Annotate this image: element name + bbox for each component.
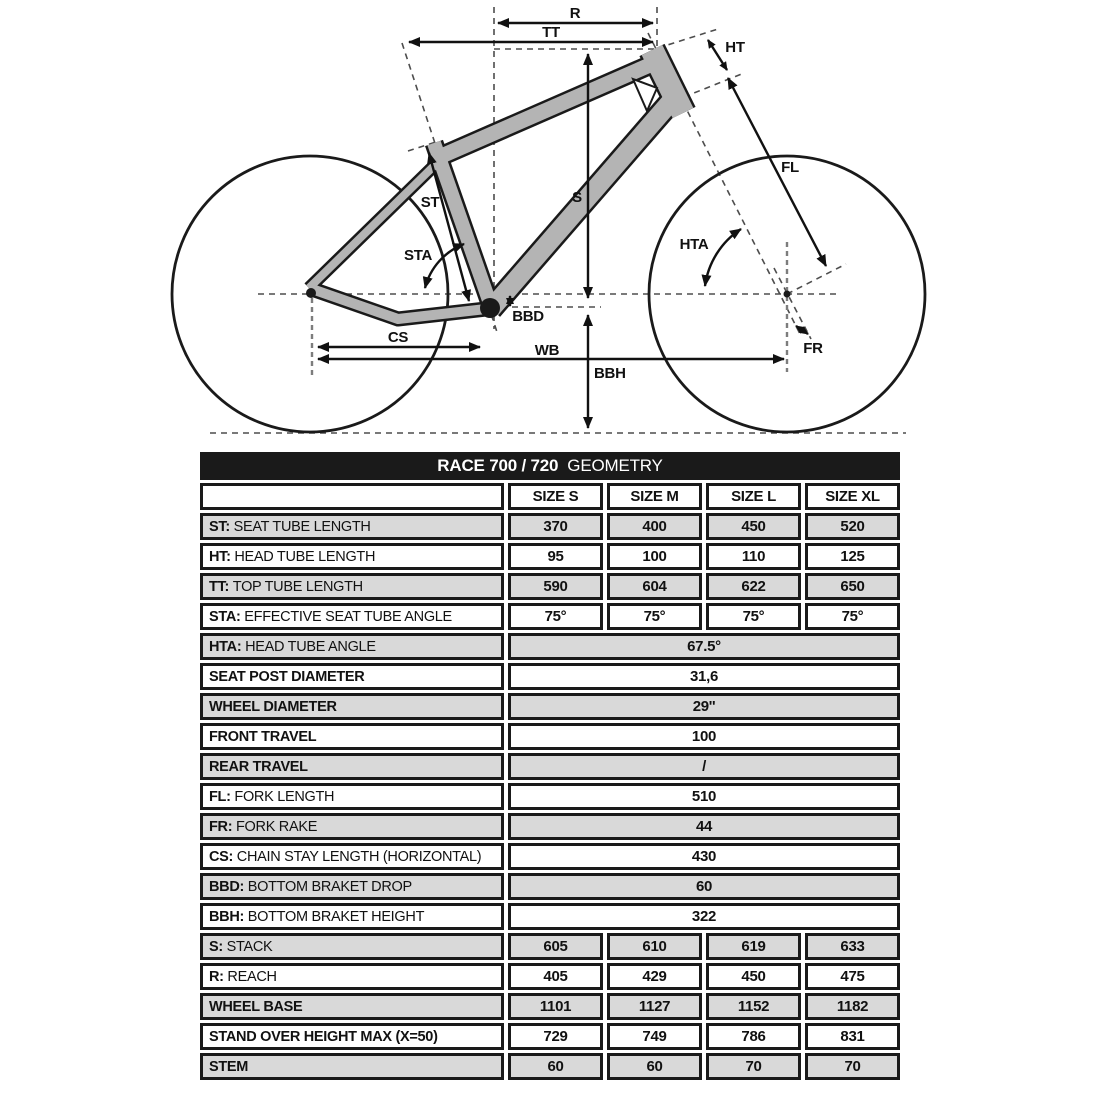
row-value: 590: [508, 573, 603, 600]
label-head-tube: HT: [725, 39, 745, 56]
row-value: 1127: [607, 993, 702, 1020]
row-value: 1152: [706, 993, 801, 1020]
head-angle-arc: [705, 229, 741, 286]
row-value: 100: [607, 543, 702, 570]
row-value: 605: [508, 933, 603, 960]
column-header-size-l: SIZE L: [706, 483, 801, 510]
row-value: 75°: [706, 603, 801, 630]
head-tube-arrow: [708, 40, 727, 70]
table-row: [200, 573, 900, 600]
row-label: STEM: [200, 1053, 504, 1080]
column-header-size-m: SIZE M: [607, 483, 702, 510]
label-seat-angle: STA: [404, 247, 432, 264]
corner-cell: [200, 483, 504, 510]
row-value: 75°: [508, 603, 603, 630]
table-title-suffix: GEOMETRY: [567, 456, 663, 475]
row-value: 29'': [508, 693, 900, 720]
row-label: WHEEL BASE: [200, 993, 504, 1020]
row-value: 70: [706, 1053, 801, 1080]
table-title-bar: [200, 452, 900, 480]
label-bb-height: BBH: [594, 365, 626, 382]
row-value: 405: [508, 963, 603, 990]
table-title-model: RACE 700 / 720: [437, 456, 559, 475]
label-chain-stay: CS: [387, 329, 409, 346]
row-value: 67.5°: [508, 633, 900, 660]
row-value: 604: [607, 573, 702, 600]
row-value: 322: [508, 903, 900, 930]
label-head-angle: HTA: [679, 236, 709, 253]
row-label: SEAT POST DIAMETER: [200, 663, 504, 690]
label-fork-length: FL: [781, 159, 799, 176]
row-value: 100: [508, 723, 900, 750]
row-label: FL: FORK LENGTH: [200, 783, 504, 810]
row-value: 31,6: [508, 663, 900, 690]
row-value: 60: [607, 1053, 702, 1080]
table-row: [200, 783, 900, 810]
row-value: 633: [805, 933, 900, 960]
row-value: 60: [508, 873, 900, 900]
row-value: 110: [706, 543, 801, 570]
row-label: S: STACK: [200, 933, 504, 960]
row-value: 475: [805, 963, 900, 990]
row-value: 610: [607, 933, 702, 960]
row-value: 75°: [607, 603, 702, 630]
head-top-tick: [658, 29, 718, 48]
row-value: 1182: [805, 993, 900, 1020]
row-label: HT: HEAD TUBE LENGTH: [200, 543, 504, 570]
geometry-table: [200, 452, 900, 1080]
row-value: 125: [805, 543, 900, 570]
table-row: [200, 1053, 900, 1080]
label-top-tube: TT: [542, 24, 560, 41]
rear-dropout-dot: [306, 288, 316, 298]
row-label: BBD: BOTTOM BRAKET DROP: [200, 873, 504, 900]
fork-length-arrow: [728, 78, 826, 266]
seat-stay-tube: [309, 162, 438, 288]
row-value: 729: [508, 1023, 603, 1050]
table-row: [200, 843, 900, 870]
row-value: 75°: [805, 603, 900, 630]
row-value: 831: [805, 1023, 900, 1050]
row-value: 749: [607, 1023, 702, 1050]
geometry-table-rows: [200, 483, 900, 1080]
front-axle-dot: [784, 291, 791, 298]
row-label: BBH: BOTTOM BRAKET HEIGHT: [200, 903, 504, 930]
table-row: [200, 933, 900, 960]
row-label: FRONT TRAVEL: [200, 723, 504, 750]
row-value: 95: [508, 543, 603, 570]
row-label: ST: SEAT TUBE LENGTH: [200, 513, 504, 540]
row-value: 60: [508, 1053, 603, 1080]
row-value: 370: [508, 513, 603, 540]
label-reach: R: [569, 5, 581, 22]
table-row: [200, 873, 900, 900]
bike-geometry-diagram: [0, 0, 1100, 450]
row-value: 619: [706, 933, 801, 960]
row-label: STA: EFFECTIVE SEAT TUBE ANGLE: [200, 603, 504, 630]
row-value: 786: [706, 1023, 801, 1050]
table-row: [200, 753, 900, 780]
table-row: [200, 663, 900, 690]
table-row: [200, 693, 900, 720]
table-row: [200, 603, 900, 630]
table-row: [200, 903, 900, 930]
row-value: 650: [805, 573, 900, 600]
row-value: 622: [706, 573, 801, 600]
row-value: 510: [508, 783, 900, 810]
row-label: WHEEL DIAMETER: [200, 693, 504, 720]
row-label: TT: TOP TUBE LENGTH: [200, 573, 504, 600]
row-value: 400: [607, 513, 702, 540]
table-row: [200, 813, 900, 840]
row-value: /: [508, 753, 900, 780]
row-value: 70: [805, 1053, 900, 1080]
row-label: CS: CHAIN STAY LENGTH (HORIZONTAL): [200, 843, 504, 870]
label-stack: S: [572, 189, 582, 206]
frame-tubes: [309, 50, 683, 319]
row-value: 429: [607, 963, 702, 990]
row-value: 450: [706, 513, 801, 540]
table-row: [200, 723, 900, 750]
label-wheel-base: WB: [534, 342, 560, 359]
seat-tube: [434, 143, 492, 309]
row-value: 450: [706, 963, 801, 990]
label-seat-tube: ST: [420, 194, 440, 211]
row-value: 1101: [508, 993, 603, 1020]
row-label: HTA: HEAD TUBE ANGLE: [200, 633, 504, 660]
row-value: 430: [508, 843, 900, 870]
table-row: [200, 633, 900, 660]
row-label: FR: FORK RAKE: [200, 813, 504, 840]
frame-outline: [309, 50, 683, 319]
table-row: [200, 1023, 900, 1050]
row-value: 520: [805, 513, 900, 540]
label-fork-rake: FR: [803, 340, 823, 357]
table-row: [200, 513, 900, 540]
fork-offset-line: [774, 268, 811, 339]
table-row: [200, 993, 900, 1020]
table-row: [200, 543, 900, 570]
table-row: [200, 963, 900, 990]
table-header-row: [200, 483, 900, 510]
row-label: R: REACH: [200, 963, 504, 990]
column-header-size-s: SIZE S: [508, 483, 603, 510]
axle-perpendicular-line: [787, 264, 846, 294]
row-label: REAR TRAVEL: [200, 753, 504, 780]
row-label: STAND OVER HEIGHT MAX (X=50): [200, 1023, 504, 1050]
label-bb-drop: BBD: [512, 308, 544, 325]
row-value: 44: [508, 813, 900, 840]
column-header-size-xl: SIZE XL: [805, 483, 900, 510]
bottom-bracket-dot: [480, 298, 500, 318]
